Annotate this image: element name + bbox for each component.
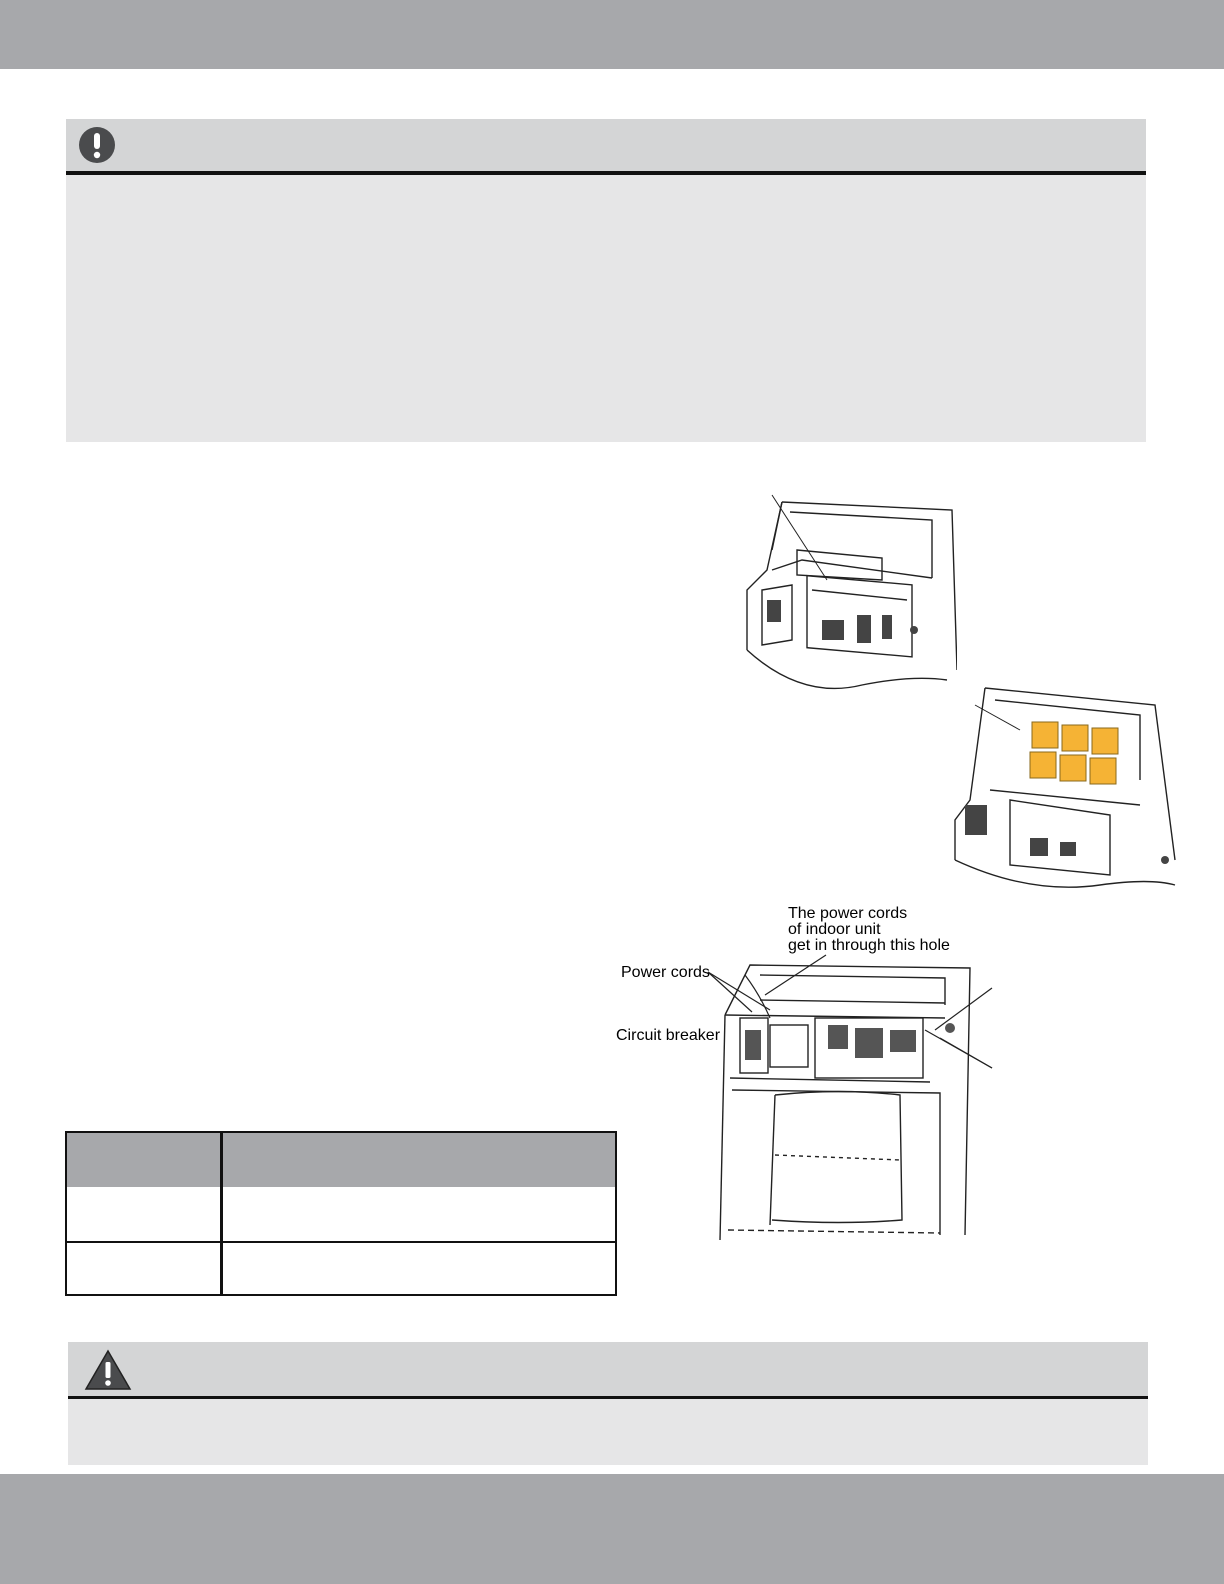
callout-indoor-power-cords-line3: get in through this hole: [788, 937, 950, 954]
figure-control-box: [742, 490, 957, 700]
callout-indoor-power-cords-line1: The power cords: [788, 905, 908, 922]
note-box: [66, 119, 1146, 442]
callout-circuit-breaker: Circuit breaker: [616, 1027, 721, 1044]
page-footer-bar: [0, 1474, 1224, 1584]
figure-heater-elements: [950, 680, 1185, 895]
warning-triangle-icon: [84, 1348, 132, 1392]
warning-box: [68, 1342, 1148, 1465]
page-header-bar: [0, 0, 1224, 69]
callout-power-cords: Power cords: [621, 964, 710, 981]
note-header: [66, 119, 1146, 175]
callout-indoor-power-cords-line2: of indoor unit: [788, 921, 881, 938]
spec-table-row-divider: [67, 1241, 615, 1243]
spec-table-header: [67, 1133, 615, 1187]
exclamation-circle-icon: [78, 126, 116, 164]
spec-table-column-divider: [220, 1133, 223, 1294]
spec-table: [65, 1131, 617, 1296]
warning-header: [68, 1342, 1148, 1399]
